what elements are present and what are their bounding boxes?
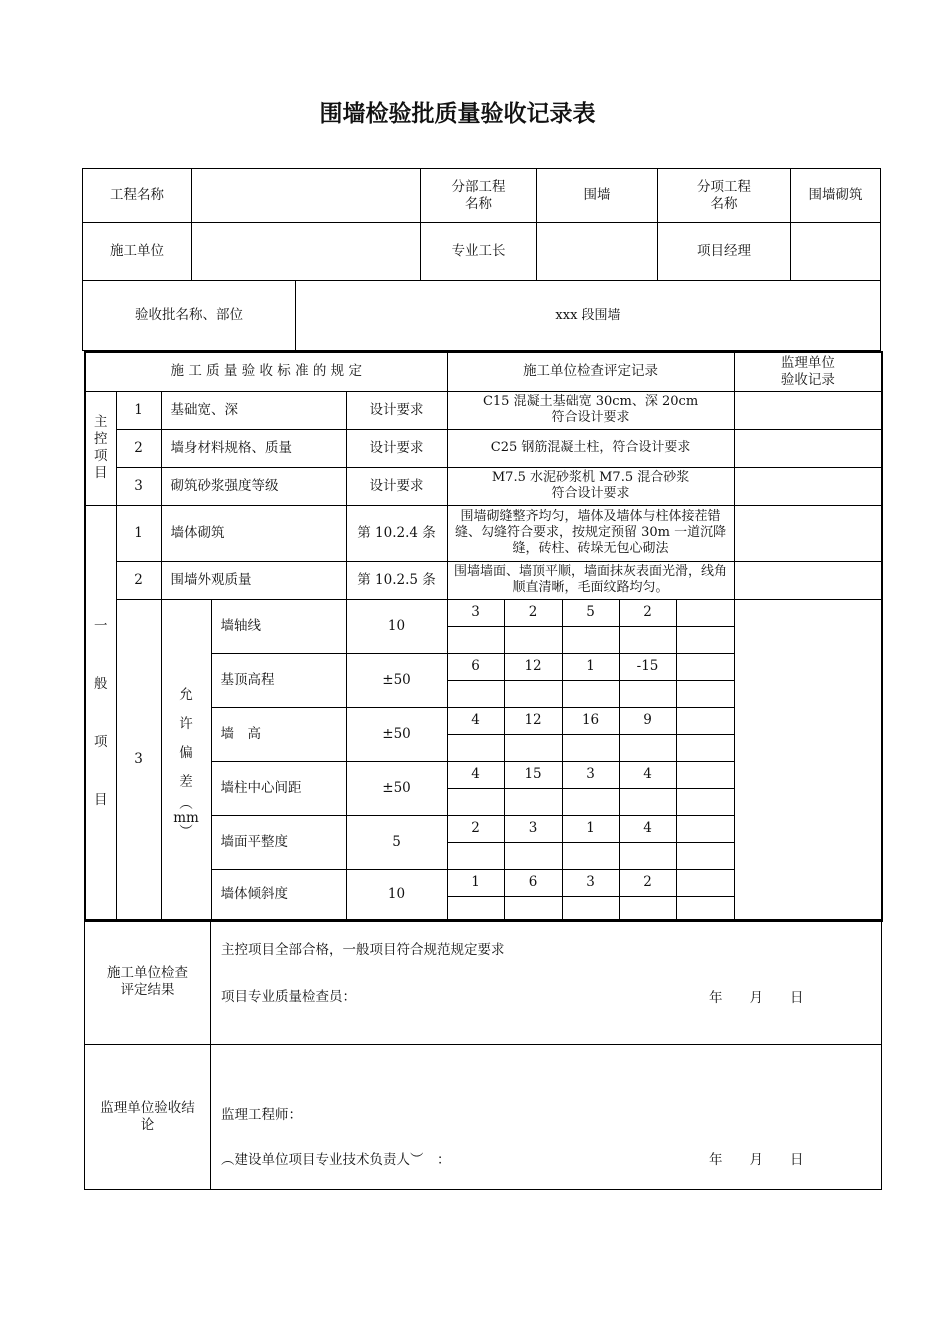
tolerance-value: 2 <box>619 599 676 626</box>
main-item-req: 设计要求 <box>346 391 447 429</box>
construction-result-label: 施工单位检查 评定结果 <box>85 920 211 1045</box>
tolerance-value <box>676 599 734 626</box>
tolerance-value: 4 <box>619 815 676 842</box>
construction-result-text: 主控项目全部合格，一般项目符合规范规定要求 <box>221 942 505 958</box>
subitem-value: 围墙砌筑 <box>791 169 881 223</box>
tolerance-value: 2 <box>504 599 562 626</box>
tolerance-value <box>676 707 734 734</box>
header-table <box>82 168 881 281</box>
main-item-supervision <box>734 467 882 505</box>
general-item-record: 围墙墙面、墙顶平顺，墙面抹灰表面光滑，线角顺直清晰，毛面纹路均匀。 <box>447 561 734 599</box>
tolerance-value: 3 <box>504 815 562 842</box>
batch-label: 验收批名称、部位 <box>83 281 296 351</box>
main-item-req: 设计要求 <box>346 467 447 505</box>
main-group-label: 主 控 项 目 <box>85 391 116 505</box>
supervision-result-cell <box>211 1045 882 1190</box>
main-item-record: C15 混凝土基础宽 30cm、深 20cm 符合设计要求 <box>447 391 734 429</box>
main-item-req: 设计要求 <box>346 429 447 467</box>
tolerance-allow: 10 <box>346 599 447 653</box>
main-item-supervision <box>734 429 882 467</box>
main-item-no: 3 <box>116 467 161 505</box>
general-item-no: 1 <box>116 505 161 561</box>
tolerance-value: 6 <box>447 653 504 680</box>
tolerance-allow: 10 <box>346 869 447 921</box>
general-item-supervision <box>734 561 882 599</box>
tolerance-value <box>676 869 734 896</box>
construction-unit-label: 施工单位 <box>83 223 192 281</box>
tolerance-value: 4 <box>619 761 676 788</box>
tolerance-value: 4 <box>447 707 504 734</box>
tolerance-value: 5 <box>562 599 619 626</box>
main-item-name: 基础宽、深 <box>161 391 346 429</box>
tolerance-name: 基顶高程 <box>211 653 346 707</box>
owner-label: ︵建设单位项目专业技术负责人︶ ： <box>221 1152 451 1168</box>
inspection-table <box>84 351 883 922</box>
general-item-record: 围墙砌缝整齐均匀，墙体及墙体与柱体接茬错缝、勾缝符合要求，按规定预留 30m 一道沉降缝，砖柱、砖垛无包心砌法 <box>447 505 734 561</box>
division-value: 围墙 <box>537 169 658 223</box>
general-item-req: 第 10.2.4 条 <box>346 505 447 561</box>
general-item-name: 围墙外观质量 <box>161 561 346 599</box>
supervision-date: 年 月 日 <box>709 1152 804 1168</box>
construction-date: 年 月 日 <box>709 990 804 1006</box>
tolerance-value: 4 <box>447 761 504 788</box>
main-item-supervision <box>734 391 882 429</box>
tolerance-allow: ±50 <box>346 761 447 815</box>
main-item-record: M7.5 水泥砂浆机 M7.5 混合砂浆 符合设计要求 <box>447 467 734 505</box>
tolerance-value: 3 <box>562 761 619 788</box>
col-check: 施工单位检查评定记录 <box>447 352 734 391</box>
tolerance-value: 3 <box>447 599 504 626</box>
tolerance-value: 6 <box>504 869 562 896</box>
batch-table <box>82 280 881 351</box>
construction-unit-value <box>192 223 421 281</box>
batch-value: xxx 段围墙 <box>296 281 881 351</box>
tolerance-allow: 5 <box>346 815 447 869</box>
tolerance-name: 墙轴线 <box>211 599 346 653</box>
tolerance-value: -15 <box>619 653 676 680</box>
manager-value <box>791 223 881 281</box>
subitem-label: 分项工程 名称 <box>658 169 791 223</box>
general-item-supervision <box>734 505 882 561</box>
tolerance-value <box>676 761 734 788</box>
tolerance-value <box>676 815 734 842</box>
engineer-label: 监理工程师： <box>221 1107 302 1123</box>
tolerance-value: 16 <box>562 707 619 734</box>
col-standard: 施 工 质 量 验 收 标 准 的 规 定 <box>85 352 447 391</box>
general-item-no: 2 <box>116 561 161 599</box>
foreman-label: 专业工长 <box>421 223 537 281</box>
main-item-no: 2 <box>116 429 161 467</box>
tolerance-value: 3 <box>562 869 619 896</box>
main-item-name: 砌筑砂浆强度等级 <box>161 467 346 505</box>
manager-label: 项目经理 <box>658 223 791 281</box>
col-supervision: 监理单位 验收记录 <box>734 352 882 391</box>
general-item-req: 第 10.2.5 条 <box>346 561 447 599</box>
tolerance-value: 2 <box>447 815 504 842</box>
general-group-label: 一 般 项 目 <box>85 505 116 921</box>
foreman-value <box>537 223 658 281</box>
general-item-name: 墙体砌筑 <box>161 505 346 561</box>
tolerance-value: 1 <box>562 815 619 842</box>
division-label: 分部工程 名称 <box>421 169 537 223</box>
inspector-label: 项目专业质量检查员： <box>221 989 356 1005</box>
tolerance-value: 12 <box>504 653 562 680</box>
tolerance-name: 墙面平整度 <box>211 815 346 869</box>
tolerance-value: 2 <box>619 869 676 896</box>
tolerance-label: 允 许 偏 差 ︵ mm ︶ <box>161 599 211 921</box>
tolerance-value: 12 <box>504 707 562 734</box>
tolerance-name: 墙柱中心间距 <box>211 761 346 815</box>
tolerance-value: 15 <box>504 761 562 788</box>
main-item-no: 1 <box>116 391 161 429</box>
tolerance-value <box>676 653 734 680</box>
tolerance-no: 3 <box>116 599 161 921</box>
main-item-record: C25 钢筋混凝土柱，符合设计要求 <box>447 429 734 467</box>
page-title: 围墙检验批质量验收记录表 <box>319 101 596 127</box>
project-name-value <box>192 169 421 223</box>
project-name-label: 工程名称 <box>83 169 192 223</box>
tolerance-value: 9 <box>619 707 676 734</box>
tolerance-supervision <box>734 599 882 921</box>
supervision-result-label: 监理单位验收结 论 <box>85 1045 211 1190</box>
main-item-name: 墙身材料规格、质量 <box>161 429 346 467</box>
result-table <box>84 919 882 1190</box>
tolerance-name: 墙 高 <box>211 707 346 761</box>
tolerance-allow: ±50 <box>346 653 447 707</box>
tolerance-name: 墙体倾斜度 <box>211 869 346 921</box>
tolerance-value: 1 <box>447 869 504 896</box>
construction-result-cell <box>211 920 882 1045</box>
tolerance-allow: ±50 <box>346 707 447 761</box>
tolerance-value: 1 <box>562 653 619 680</box>
